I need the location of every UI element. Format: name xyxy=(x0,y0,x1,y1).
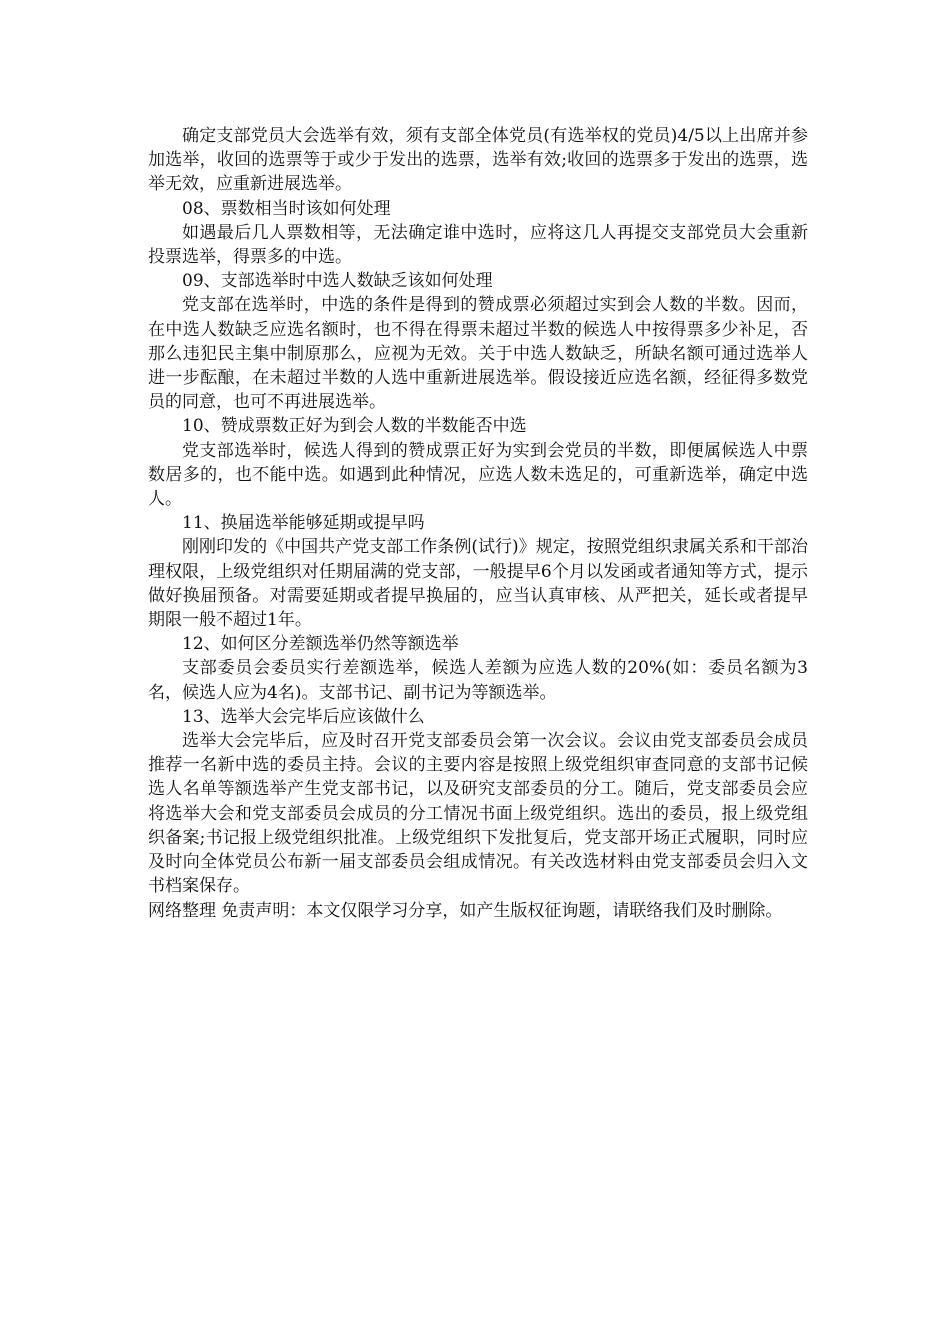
heading-12-differential-vs-equal: 12、如何区分差额选举仍然等额选举 xyxy=(182,634,459,655)
heading-09-insufficient-elected: 09、支部选举时中选人数缺乏该如何处理 xyxy=(182,271,493,292)
heading-10-exact-half-votes: 10、赞成票数正好为到会人数的半数能否中选 xyxy=(182,416,527,437)
paragraph-after-election: 选举大会完毕后，应及时召开党支部委员会第一次会议。会议由党支部委员会成员推荐一名新中选的委员主持。会议的主要内容是按照上级党组织审查同意的支部书记候选人名单等额选举产生党支部书记，以及研究支部委员的分工。随后，党支部委员会应将选举大会和党支部委员会成员的分工情况书面上级党组织。选出的委员，报上级党组织备案;书记报上级党组织批准。上级党组织下发批复后，党支部开场正式履职，同时应及时向全体党员公布新一届支部委员会组成情况。有关改选材料由党支部委员会归入文书档案保存。 xyxy=(148,731,808,897)
heading-13-after-election: 13、选举大会完毕后应该做什么 xyxy=(182,706,425,727)
disclaimer-footer: 网络整理 免责声明：本文仅限学习分享，如产生版权征询题，请联络我们及时删除。 xyxy=(148,900,783,921)
heading-11-postpone-or-advance: 11、换届选举能够延期或提早吗 xyxy=(182,513,425,534)
paragraph-valid-election: 确定支部党员大会选举有效，须有支部全体党员(有选举权的党员)4/5以上出席并参加选举，收回的选票等于或少于发出的选票，选举有效;收回的选票多于发出的选票，选举无效，应重新进展选举。 xyxy=(148,126,808,195)
paragraph-differential-vs-equal: 支部委员会委员实行差额选举，候选人差额为应选人数的20%(如：委员名额为3名，候选人应为4名)。支部书记、副书记为等额选举。 xyxy=(148,658,808,703)
paragraph-tie-votes: 如遇最后几人票数相等，无法确定谁中选时，应将这几人再提交支部党员大会重新投票选举，得票多的中选。 xyxy=(148,222,808,268)
paragraph-postpone-or-advance: 刚刚印发的《中国共产党支部工作条例(试行)》规定，按照党组织隶属关系和干部治理权限，上级党组织对任期届满的党支部，一般提早6个月以发函或者通知等方式，提示做好换届预备。对需要延期或者提早换届的，应当认真审核、从严把关，延长或者提早期限一般不超过1年。 xyxy=(148,537,808,631)
document-body xyxy=(148,124,808,923)
heading-08-tie-votes: 08、票数相当时该如何处理 xyxy=(182,198,391,219)
paragraph-insufficient-elected: 党支部在选举时，中选的条件是得到的赞成票必须超过实到会人数的半数。因而，在中选人数缺乏应选名额时，也不得在得票未超过半数的候选人中按得票多少补足，否那么违犯民主集中制原那么，应视为无效。关于中选人数缺乏，所缺名额可通过选举人进一步酝酿，在未超过半数的人选中重新进展选举。假设接近应选名额，经征得多数党员的同意，也可不再进展选举。 xyxy=(148,295,808,413)
paragraph-exact-half-votes: 党支部选举时，候选人得到的赞成票正好为实到会党员的半数，即便属候选人中票数居多的，也不能中选。如遇到此种情况，应选人数未选足的，可重新选举，确定中选人。 xyxy=(148,440,808,510)
